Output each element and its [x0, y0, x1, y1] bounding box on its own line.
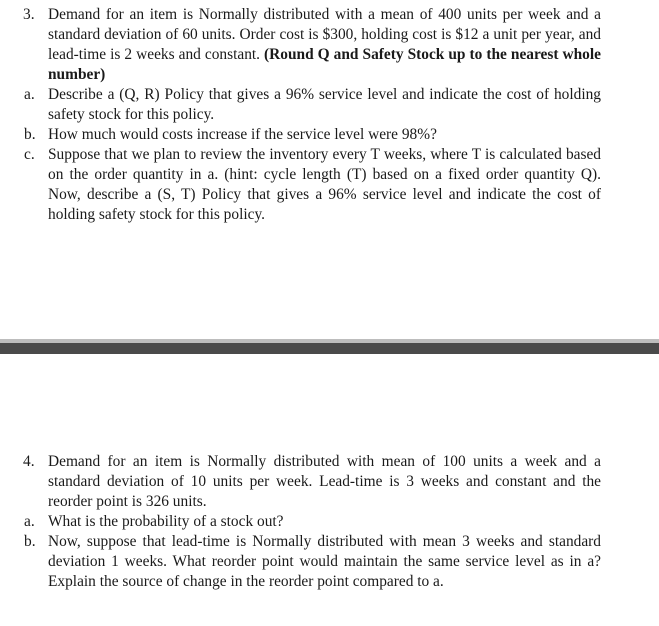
question-4-part-a — [0, 512, 601, 532]
question-4-part-b — [0, 532, 601, 592]
part-text: What is the probability of a stock out? — [48, 513, 284, 530]
question-4-number: 4. — [23, 453, 35, 470]
question-3-stem — [48, 5, 601, 85]
question-3-rounding-note: (Round Q and Safety Stock up to the nearest whole number) — [48, 46, 601, 83]
question-3-part-c — [0, 145, 601, 225]
question-3-body — [24, 5, 601, 225]
part-letter: a. — [24, 86, 35, 103]
part-text: Suppose that we plan to review the inventory every T weeks, where T is calculated based on the order quantity in a. (hint: cycle length (T) based on a fixed order quantity Q). Now, describe a (S, T) Policy that gives a 96% service level and indicate the cost of holding safety stock for this policy. — [48, 146, 601, 223]
question-3-parts — [24, 85, 601, 225]
part-text: How much would costs increase if the service level were 98%? — [48, 126, 437, 143]
part-letter: c. — [24, 146, 35, 163]
question-4-body — [24, 452, 601, 592]
page-divider — [0, 343, 659, 354]
part-letter: b. — [24, 533, 36, 550]
question-3-part-a — [0, 85, 601, 125]
part-letter: b. — [24, 126, 36, 143]
part-text: Now, suppose that lead-time is Normally distributed with mean 3 weeks and standard deviation 1 weeks. What reorder point would maintain the same service level as in a? Explain the source of change in the reorder point compared to a. — [48, 533, 601, 590]
question-3-number: 3. — [23, 6, 35, 23]
question-3-stem-text: Demand for an item is Normally distributed with a mean of 400 units per week and a standard deviation of 60 units. Order cost is $300, holding cost is $12 a unit per year, and lead-time is 2 weeks and constant. — [48, 6, 601, 63]
question-3-part-b — [0, 125, 601, 145]
question-4-stem: Demand for an item is Normally distributed with mean of 100 units a week and a standard deviation of 10 units per week. Lead-time is 3 weeks and constant and the reorder point is 326 units. — [48, 453, 601, 510]
part-letter: a. — [24, 513, 35, 530]
part-text: Describe a (Q, R) Policy that gives a 96% service level and indicate the cost of holding safety stock for this policy. — [48, 86, 601, 123]
question-4-parts — [24, 512, 601, 592]
